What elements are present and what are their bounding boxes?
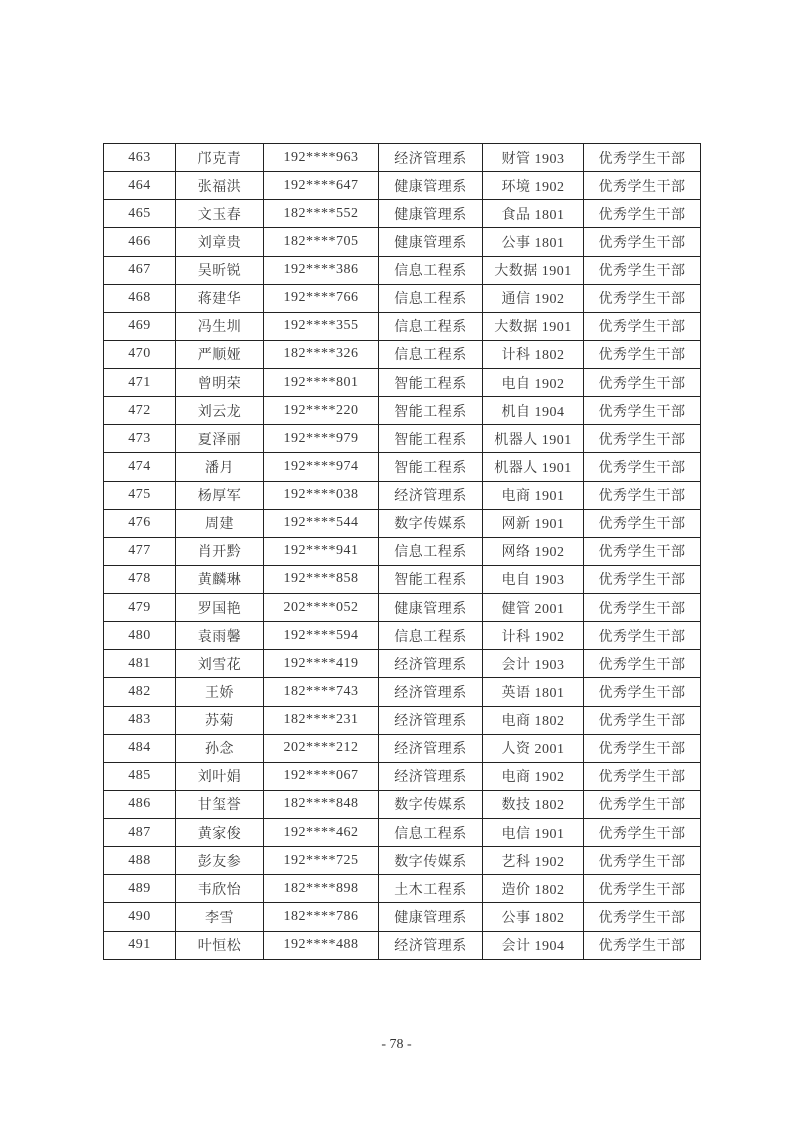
cell-index: 488 — [104, 847, 176, 875]
cell-department: 信息工程系 — [379, 312, 483, 340]
cell-award: 优秀学生干部 — [584, 144, 701, 172]
table-row — [104, 565, 701, 593]
cell-award: 优秀学生干部 — [584, 284, 701, 312]
cell-name: 肖开黔 — [176, 537, 264, 565]
cell-index: 478 — [104, 565, 176, 593]
cell-class: 机自 1904 — [483, 397, 584, 425]
cell-award: 优秀学生干部 — [584, 790, 701, 818]
table-row — [104, 228, 701, 256]
cell-class: 电商 1902 — [483, 762, 584, 790]
cell-department: 智能工程系 — [379, 565, 483, 593]
cell-student-id: 192****801 — [264, 369, 379, 397]
cell-index: 465 — [104, 200, 176, 228]
cell-student-id: 192****220 — [264, 397, 379, 425]
cell-award: 优秀学生干部 — [584, 847, 701, 875]
cell-class: 网络 1902 — [483, 537, 584, 565]
cell-name: 严顺娅 — [176, 340, 264, 368]
cell-student-id: 182****231 — [264, 706, 379, 734]
cell-name: 周建 — [176, 509, 264, 537]
cell-index: 467 — [104, 256, 176, 284]
cell-award: 优秀学生干部 — [584, 875, 701, 903]
cell-name: 黄家俊 — [176, 819, 264, 847]
cell-name: 潘月 — [176, 453, 264, 481]
cell-department: 信息工程系 — [379, 256, 483, 284]
cell-name: 杨厚军 — [176, 481, 264, 509]
cell-index: 484 — [104, 734, 176, 762]
cell-index: 464 — [104, 172, 176, 200]
table-row — [104, 425, 701, 453]
cell-department: 智能工程系 — [379, 453, 483, 481]
cell-name: 甘玺誉 — [176, 790, 264, 818]
table-row — [104, 369, 701, 397]
cell-class: 计科 1902 — [483, 622, 584, 650]
cell-index: 490 — [104, 903, 176, 931]
cell-department: 经济管理系 — [379, 481, 483, 509]
cell-index: 477 — [104, 537, 176, 565]
cell-award: 优秀学生干部 — [584, 762, 701, 790]
cell-award: 优秀学生干部 — [584, 565, 701, 593]
cell-department: 数字传媒系 — [379, 790, 483, 818]
cell-name: 夏泽丽 — [176, 425, 264, 453]
cell-student-id: 192****858 — [264, 565, 379, 593]
cell-index: 489 — [104, 875, 176, 903]
cell-class: 大数据 1901 — [483, 256, 584, 284]
cell-index: 479 — [104, 594, 176, 622]
cell-class: 电商 1802 — [483, 706, 584, 734]
cell-class: 网新 1901 — [483, 509, 584, 537]
cell-award: 优秀学生干部 — [584, 369, 701, 397]
cell-award: 优秀学生干部 — [584, 397, 701, 425]
cell-class: 通信 1902 — [483, 284, 584, 312]
cell-name: 孙念 — [176, 734, 264, 762]
cell-award: 优秀学生干部 — [584, 425, 701, 453]
cell-name: 蒋建华 — [176, 284, 264, 312]
cell-award: 优秀学生干部 — [584, 706, 701, 734]
cell-index: 463 — [104, 144, 176, 172]
cell-name: 刘叶娟 — [176, 762, 264, 790]
cell-department: 信息工程系 — [379, 284, 483, 312]
cell-department: 信息工程系 — [379, 537, 483, 565]
cell-award: 优秀学生干部 — [584, 481, 701, 509]
cell-class: 电自 1902 — [483, 369, 584, 397]
cell-class: 人资 2001 — [483, 734, 584, 762]
cell-name: 王娇 — [176, 678, 264, 706]
cell-class: 健管 2001 — [483, 594, 584, 622]
table-row — [104, 200, 701, 228]
cell-class: 食品 1801 — [483, 200, 584, 228]
cell-student-id: 192****419 — [264, 650, 379, 678]
cell-student-id: 192****386 — [264, 256, 379, 284]
cell-name: 刘雪花 — [176, 650, 264, 678]
cell-student-id: 182****786 — [264, 903, 379, 931]
cell-class: 会计 1904 — [483, 931, 584, 960]
cell-department: 智能工程系 — [379, 397, 483, 425]
cell-index: 483 — [104, 706, 176, 734]
cell-student-id: 182****848 — [264, 790, 379, 818]
cell-award: 优秀学生干部 — [584, 256, 701, 284]
cell-department: 数字传媒系 — [379, 847, 483, 875]
table-row — [104, 819, 701, 847]
table-row — [104, 284, 701, 312]
cell-name: 彭友参 — [176, 847, 264, 875]
cell-award: 优秀学生干部 — [584, 509, 701, 537]
cell-department: 健康管理系 — [379, 903, 483, 931]
cell-award: 优秀学生干部 — [584, 228, 701, 256]
cell-index: 491 — [104, 931, 176, 960]
cell-department: 经济管理系 — [379, 931, 483, 960]
cell-department: 经济管理系 — [379, 650, 483, 678]
cell-index: 482 — [104, 678, 176, 706]
table-row — [104, 875, 701, 903]
cell-student-id: 182****898 — [264, 875, 379, 903]
cell-index: 470 — [104, 340, 176, 368]
cell-name: 张福洪 — [176, 172, 264, 200]
cell-student-id: 192****544 — [264, 509, 379, 537]
table-row — [104, 762, 701, 790]
cell-index: 486 — [104, 790, 176, 818]
cell-class: 环境 1902 — [483, 172, 584, 200]
cell-department: 信息工程系 — [379, 819, 483, 847]
cell-class: 艺科 1902 — [483, 847, 584, 875]
table-row — [104, 509, 701, 537]
cell-student-id: 192****067 — [264, 762, 379, 790]
cell-name: 李雪 — [176, 903, 264, 931]
table-row — [104, 340, 701, 368]
cell-award: 优秀学生干部 — [584, 172, 701, 200]
cell-department: 经济管理系 — [379, 762, 483, 790]
cell-department: 经济管理系 — [379, 144, 483, 172]
cell-department: 经济管理系 — [379, 678, 483, 706]
cell-award: 优秀学生干部 — [584, 537, 701, 565]
cell-department: 健康管理系 — [379, 200, 483, 228]
cell-class: 英语 1801 — [483, 678, 584, 706]
cell-department: 经济管理系 — [379, 706, 483, 734]
cell-student-id: 192****725 — [264, 847, 379, 875]
table-row — [104, 790, 701, 818]
cell-student-id: 182****705 — [264, 228, 379, 256]
cell-class: 造价 1802 — [483, 875, 584, 903]
cell-index: 474 — [104, 453, 176, 481]
cell-name: 袁雨馨 — [176, 622, 264, 650]
cell-class: 机器人 1901 — [483, 453, 584, 481]
cell-department: 土木工程系 — [379, 875, 483, 903]
cell-name: 吴昕锐 — [176, 256, 264, 284]
cell-award: 优秀学生干部 — [584, 931, 701, 960]
table-row — [104, 537, 701, 565]
table-row — [104, 481, 701, 509]
cell-department: 智能工程系 — [379, 425, 483, 453]
table-row — [104, 453, 701, 481]
cell-student-id: 192****462 — [264, 819, 379, 847]
table-row — [104, 172, 701, 200]
cell-index: 468 — [104, 284, 176, 312]
cell-student-id: 182****552 — [264, 200, 379, 228]
table-row — [104, 144, 701, 172]
cell-class: 会计 1903 — [483, 650, 584, 678]
cell-student-id: 182****326 — [264, 340, 379, 368]
cell-class: 公事 1802 — [483, 903, 584, 931]
cell-student-id: 192****974 — [264, 453, 379, 481]
cell-award: 优秀学生干部 — [584, 340, 701, 368]
cell-index: 469 — [104, 312, 176, 340]
cell-name: 韦欣怡 — [176, 875, 264, 903]
cell-student-id: 192****766 — [264, 284, 379, 312]
table-row — [104, 931, 701, 960]
cell-department: 信息工程系 — [379, 340, 483, 368]
table-row — [104, 734, 701, 762]
cell-student-id: 192****594 — [264, 622, 379, 650]
cell-name: 苏菊 — [176, 706, 264, 734]
cell-student-id: 182****743 — [264, 678, 379, 706]
cell-index: 471 — [104, 369, 176, 397]
cell-class: 电自 1903 — [483, 565, 584, 593]
cell-award: 优秀学生干部 — [584, 594, 701, 622]
cell-department: 健康管理系 — [379, 594, 483, 622]
cell-index: 485 — [104, 762, 176, 790]
cell-award: 优秀学生干部 — [584, 903, 701, 931]
cell-student-id: 192****355 — [264, 312, 379, 340]
cell-award: 优秀学生干部 — [584, 734, 701, 762]
cell-student-id: 192****941 — [264, 537, 379, 565]
table-row — [104, 397, 701, 425]
cell-award: 优秀学生干部 — [584, 678, 701, 706]
cell-name: 冯生圳 — [176, 312, 264, 340]
cell-index: 481 — [104, 650, 176, 678]
cell-student-id: 192****488 — [264, 931, 379, 960]
cell-index: 473 — [104, 425, 176, 453]
cell-index: 472 — [104, 397, 176, 425]
cell-index: 466 — [104, 228, 176, 256]
cell-student-id: 192****038 — [264, 481, 379, 509]
cell-student-id: 192****979 — [264, 425, 379, 453]
cell-name: 黄麟琳 — [176, 565, 264, 593]
cell-class: 财管 1903 — [483, 144, 584, 172]
cell-class: 计科 1802 — [483, 340, 584, 368]
cell-index: 480 — [104, 622, 176, 650]
cell-department: 健康管理系 — [379, 228, 483, 256]
table-row — [104, 594, 701, 622]
cell-class: 电信 1901 — [483, 819, 584, 847]
student-award-table — [103, 143, 701, 960]
table-row — [104, 650, 701, 678]
cell-name: 叶恒松 — [176, 931, 264, 960]
cell-name: 邝克青 — [176, 144, 264, 172]
cell-department: 智能工程系 — [379, 369, 483, 397]
cell-student-id: 202****052 — [264, 594, 379, 622]
table-row — [104, 706, 701, 734]
cell-department: 健康管理系 — [379, 172, 483, 200]
cell-class: 数技 1802 — [483, 790, 584, 818]
cell-department: 经济管理系 — [379, 734, 483, 762]
cell-student-id: 192****963 — [264, 144, 379, 172]
cell-name: 刘云龙 — [176, 397, 264, 425]
table-row — [104, 312, 701, 340]
cell-name: 文玉春 — [176, 200, 264, 228]
cell-department: 数字传媒系 — [379, 509, 483, 537]
cell-class: 电商 1901 — [483, 481, 584, 509]
page-number: - 78 - — [381, 1037, 412, 1052]
table-body — [104, 144, 701, 960]
cell-student-id: 202****212 — [264, 734, 379, 762]
cell-student-id: 192****647 — [264, 172, 379, 200]
cell-award: 优秀学生干部 — [584, 453, 701, 481]
cell-award: 优秀学生干部 — [584, 650, 701, 678]
cell-name: 刘章贵 — [176, 228, 264, 256]
cell-index: 487 — [104, 819, 176, 847]
cell-award: 优秀学生干部 — [584, 622, 701, 650]
cell-award: 优秀学生干部 — [584, 819, 701, 847]
table-row — [104, 678, 701, 706]
cell-name: 罗国艳 — [176, 594, 264, 622]
cell-award: 优秀学生干部 — [584, 200, 701, 228]
cell-name: 曾明荣 — [176, 369, 264, 397]
cell-department: 信息工程系 — [379, 622, 483, 650]
table-row — [104, 622, 701, 650]
cell-index: 475 — [104, 481, 176, 509]
table-row — [104, 256, 701, 284]
cell-class: 公事 1801 — [483, 228, 584, 256]
table-row — [104, 903, 701, 931]
cell-award: 优秀学生干部 — [584, 312, 701, 340]
cell-class: 机器人 1901 — [483, 425, 584, 453]
table-row — [104, 847, 701, 875]
cell-index: 476 — [104, 509, 176, 537]
cell-class: 大数据 1901 — [483, 312, 584, 340]
